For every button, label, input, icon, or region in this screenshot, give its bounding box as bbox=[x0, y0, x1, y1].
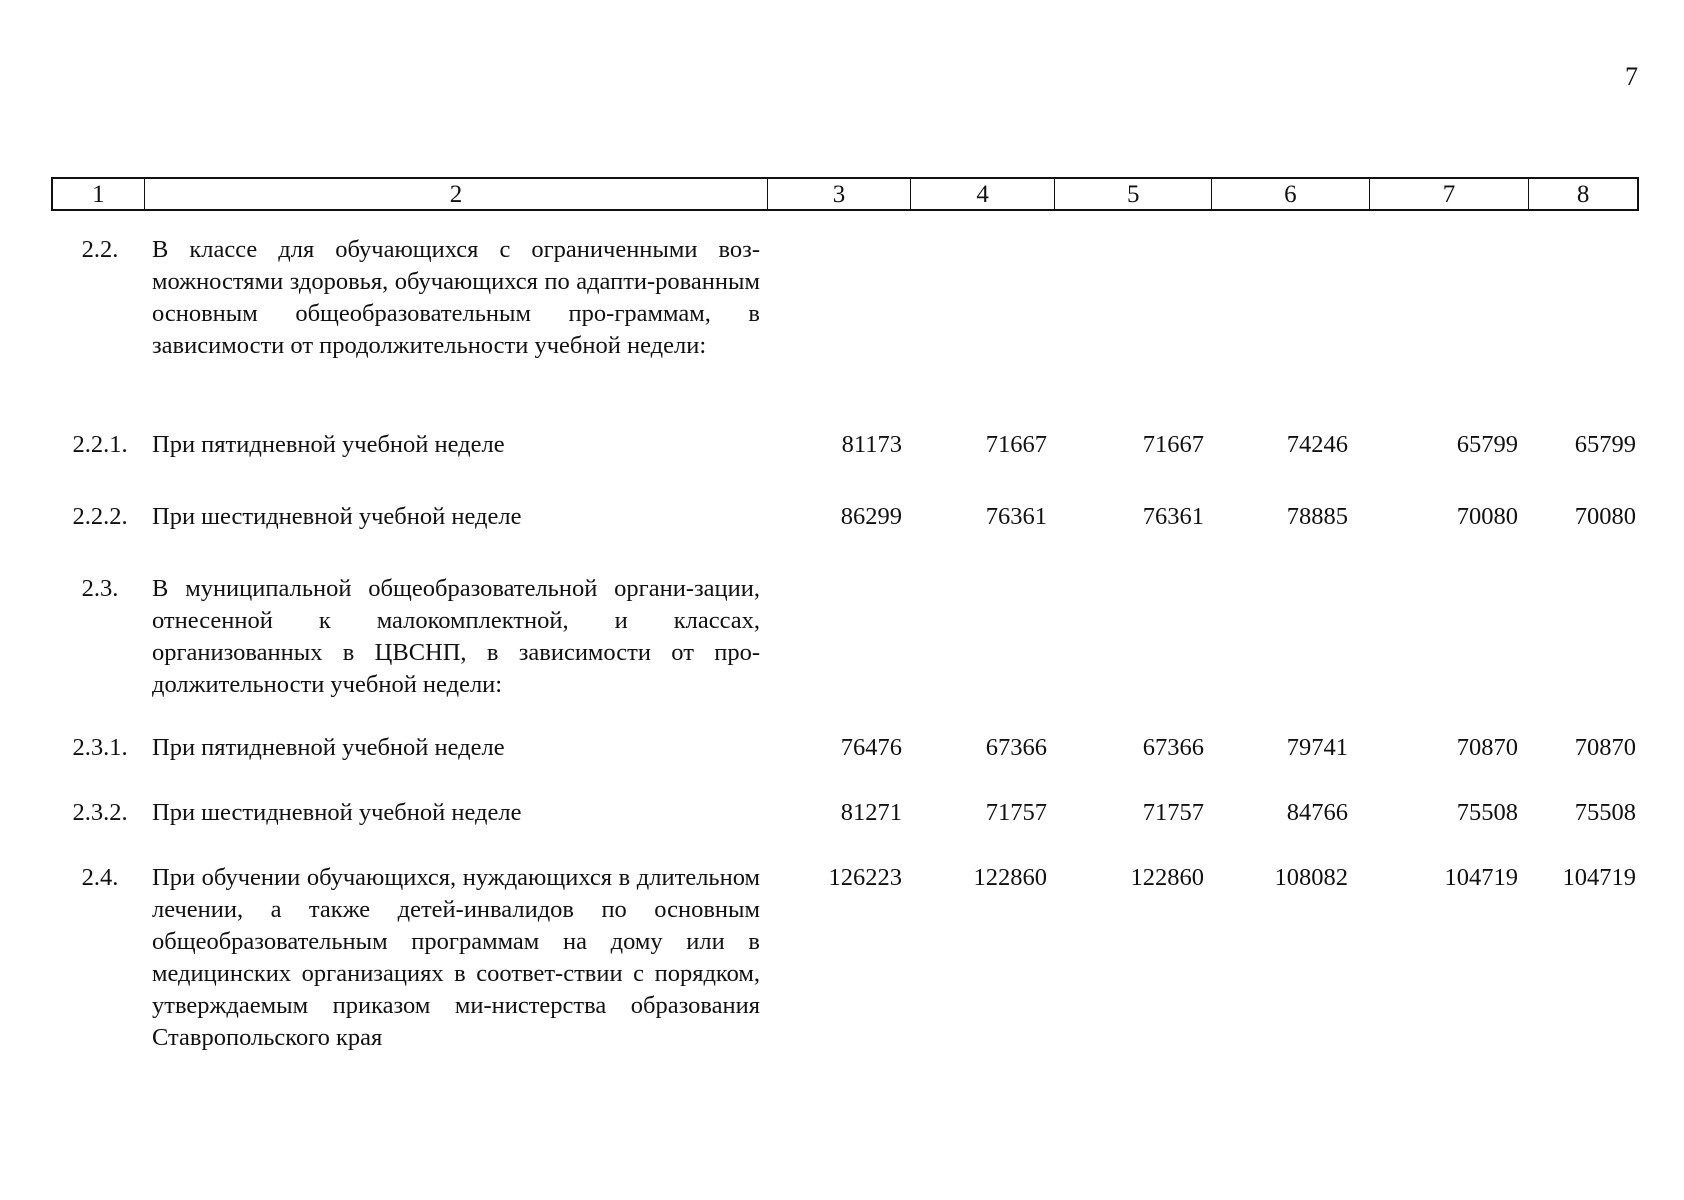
row-number: 2.2. bbox=[81, 236, 119, 263]
value-col-8: 70080 bbox=[1574, 503, 1636, 530]
value-col-8: 65799 bbox=[1574, 431, 1636, 458]
value-col-3: 86299 bbox=[840, 503, 902, 530]
column-header-1: 1 bbox=[53, 179, 145, 209]
value-col-6: 78885 bbox=[1286, 503, 1348, 530]
row-description: В муниципальной общеобразовательной органи-зации, отнесенной к малокомплектной, и классах, организованных в ЦВСНП, в зависимости от про-должительности учебной недели: bbox=[152, 575, 760, 698]
row-description: При шестидневной учебной неделе bbox=[152, 503, 522, 530]
row-description: При шестидневной учебной неделе bbox=[152, 799, 522, 826]
value-col-7: 75508 bbox=[1456, 799, 1518, 826]
value-col-6: 74246 bbox=[1286, 431, 1348, 458]
value-col-4: 67366 bbox=[985, 734, 1047, 761]
value-col-7: 70870 bbox=[1456, 734, 1518, 761]
value-col-4: 76361 bbox=[985, 503, 1047, 530]
row-number: 2.4. bbox=[81, 864, 119, 891]
value-col-5: 122860 bbox=[1130, 864, 1204, 891]
value-col-5: 71667 bbox=[1142, 431, 1204, 458]
value-col-5: 67366 bbox=[1142, 734, 1204, 761]
row-description: При пятидневной учебной неделе bbox=[152, 734, 505, 761]
row-number: 2.2.1. bbox=[72, 431, 128, 458]
row-number: 2.2.2. bbox=[72, 503, 128, 530]
row-description: При обучении обучающихся, нуждающихся в длительном лечении, а также детей-инвалидов по основным общеобразовательным программам на дому или в медицинских организациях в соответ-ствии с порядком, утверждаемым приказом ми-нистерства образования Ставропольского края bbox=[152, 864, 760, 1051]
value-col-5: 71757 bbox=[1142, 799, 1204, 826]
column-number-header bbox=[51, 177, 1639, 211]
column-header-7: 7 bbox=[1370, 179, 1530, 209]
row-description: В классе для обучающихся с ограниченными воз-можностями здоровья, обучающихся по адапти-рованным основным общеобразовательным про-граммам, в зависимости от продолжительности учебной недели: bbox=[152, 236, 760, 359]
value-col-7: 104719 bbox=[1444, 864, 1518, 891]
value-col-8: 70870 bbox=[1574, 734, 1636, 761]
value-col-4: 71667 bbox=[985, 431, 1047, 458]
column-header-6: 6 bbox=[1212, 179, 1370, 209]
value-col-3: 81271 bbox=[840, 799, 902, 826]
column-header-4: 4 bbox=[911, 179, 1056, 209]
column-header-3: 3 bbox=[768, 179, 911, 209]
value-col-7: 70080 bbox=[1456, 503, 1518, 530]
row-number: 2.3.1. bbox=[72, 734, 128, 761]
value-col-8: 104719 bbox=[1562, 864, 1636, 891]
value-col-6: 84766 bbox=[1286, 799, 1348, 826]
row-description: При пятидневной учебной неделе bbox=[152, 431, 505, 458]
value-col-3: 126223 bbox=[828, 864, 902, 891]
value-col-6: 79741 bbox=[1286, 734, 1348, 761]
value-col-3: 81173 bbox=[841, 431, 902, 458]
value-col-4: 71757 bbox=[985, 799, 1047, 826]
value-col-7: 65799 bbox=[1456, 431, 1518, 458]
value-col-4: 122860 bbox=[973, 864, 1047, 891]
value-col-3: 76476 bbox=[840, 734, 902, 761]
value-col-8: 75508 bbox=[1574, 799, 1636, 826]
column-header-8: 8 bbox=[1576, 180, 1590, 208]
value-col-5: 76361 bbox=[1142, 503, 1204, 530]
page-number: 7 bbox=[1625, 62, 1638, 91]
column-header-5: 5 bbox=[1055, 179, 1212, 209]
row-number: 2.3. bbox=[81, 575, 119, 602]
column-header-2: 2 bbox=[145, 179, 768, 209]
row-number: 2.3.2. bbox=[72, 799, 128, 826]
value-col-6: 108082 bbox=[1274, 864, 1348, 891]
